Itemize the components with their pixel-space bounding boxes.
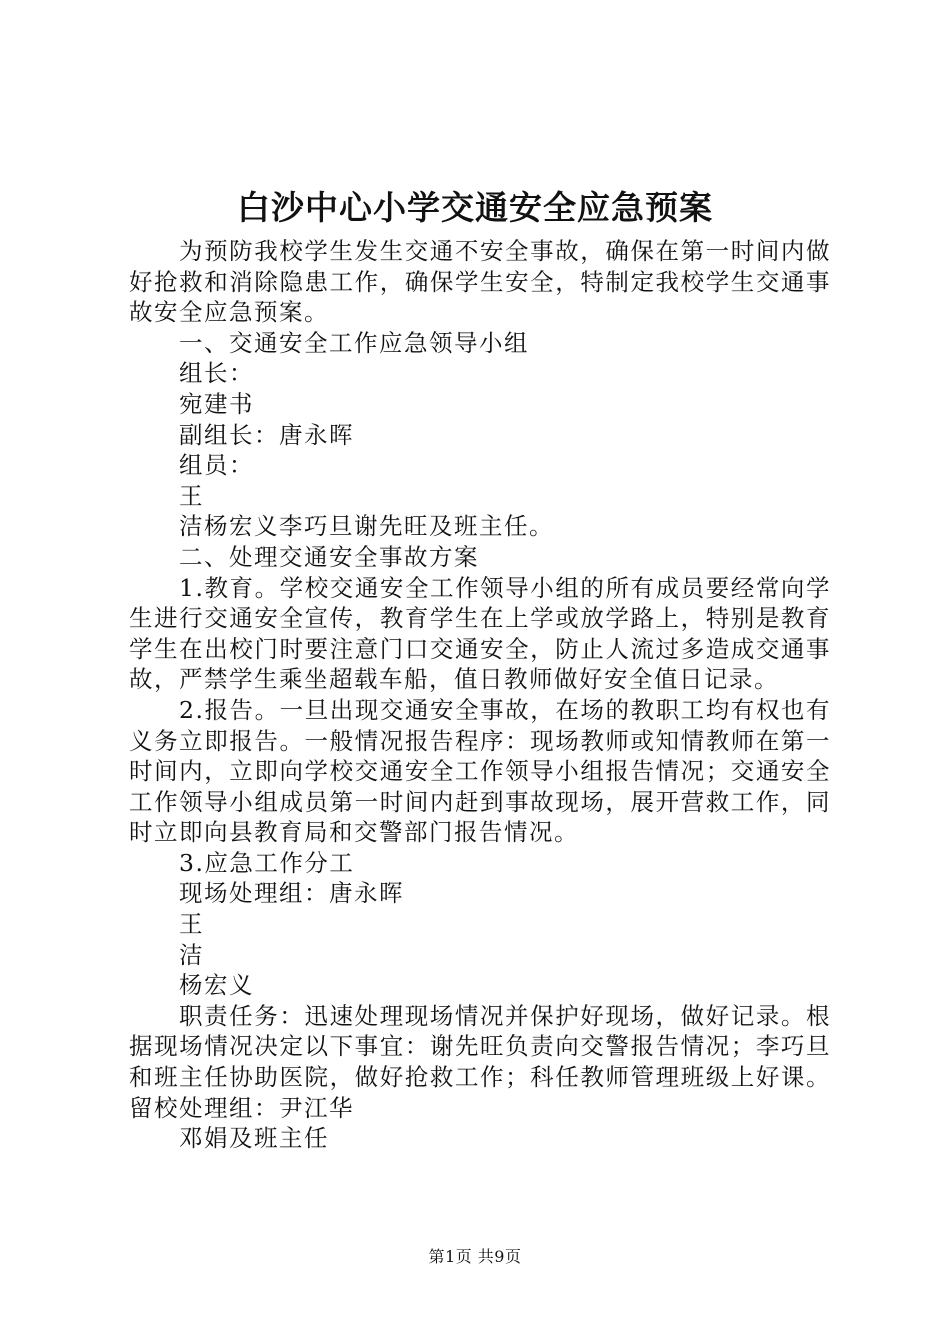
members-label: 组员： xyxy=(179,451,254,480)
section-heading-handling: 二、处理交通安全事故方案 xyxy=(179,542,479,571)
page-footer: 第1页 共9页 xyxy=(428,1247,522,1266)
intro-paragraph: 为预防我校学生发生交通不安全事故，确保在第一时间内做好抢救和消除隐患工作，确保学生安全，特制定我校学生交通事故安全应急预案。 xyxy=(129,237,831,327)
education-paragraph: 1.教育。学校交通安全工作领导小组的所有成员要经常向学生进行交通安全宣传，教育学生在上学或放学路上，特别是教育学生在出校门时要注意门口交通安全，防止人流过多造成交通事故，严禁学生乘坐超载车船，值日教师做好安全值日记录。 xyxy=(129,573,831,694)
report-paragraph: 2.报告。一旦出现交通安全事故，在场的教职工均有权也有义务立即报告。一般情况报告程序：现场教师或知情教师在第一时间内，立即向学校交通安全工作领导小组报告情况；交通安全工作领导小组成员第一时间内赶到事故现场，展开营救工作，同时立即向县教育局和交警部门报告情况。 xyxy=(129,695,831,847)
onsite-team-line: 现场处理组：唐永晖 xyxy=(179,879,404,908)
member-line: 洁杨宏义李巧旦谢先旺及班主任。 xyxy=(179,512,554,541)
onsite-member-line: 杨宏义 xyxy=(179,971,254,1000)
deputy-leader-line: 副组长：唐永晖 xyxy=(179,420,354,449)
section-heading-leadership: 一、交通安全工作应急领导小组 xyxy=(179,328,529,357)
group-leader-label: 组长： xyxy=(179,359,254,388)
document-title: 白沙中心小学交通安全应急预案 xyxy=(237,188,713,227)
school-team-members-line: 邓娟及班主任 xyxy=(179,1124,329,1153)
division-heading: 3.应急工作分工 xyxy=(179,848,355,877)
onsite-member-line: 洁 xyxy=(179,940,204,969)
document-body xyxy=(129,236,831,1154)
group-leader-name: 宛建书 xyxy=(179,389,254,418)
onsite-member-line: 王 xyxy=(179,910,204,939)
member-line: 王 xyxy=(179,481,204,510)
duties-paragraph: 职责任务：迅速处理现场情况并保护好现场，做好记录。根据现场情况决定以下事宜：谢先旺负责向交警报告情况；李巧旦和班主任协助医院，做好抢救工作；科任教师管理班级上好课。留校处理组：尹江华 xyxy=(129,1001,831,1122)
